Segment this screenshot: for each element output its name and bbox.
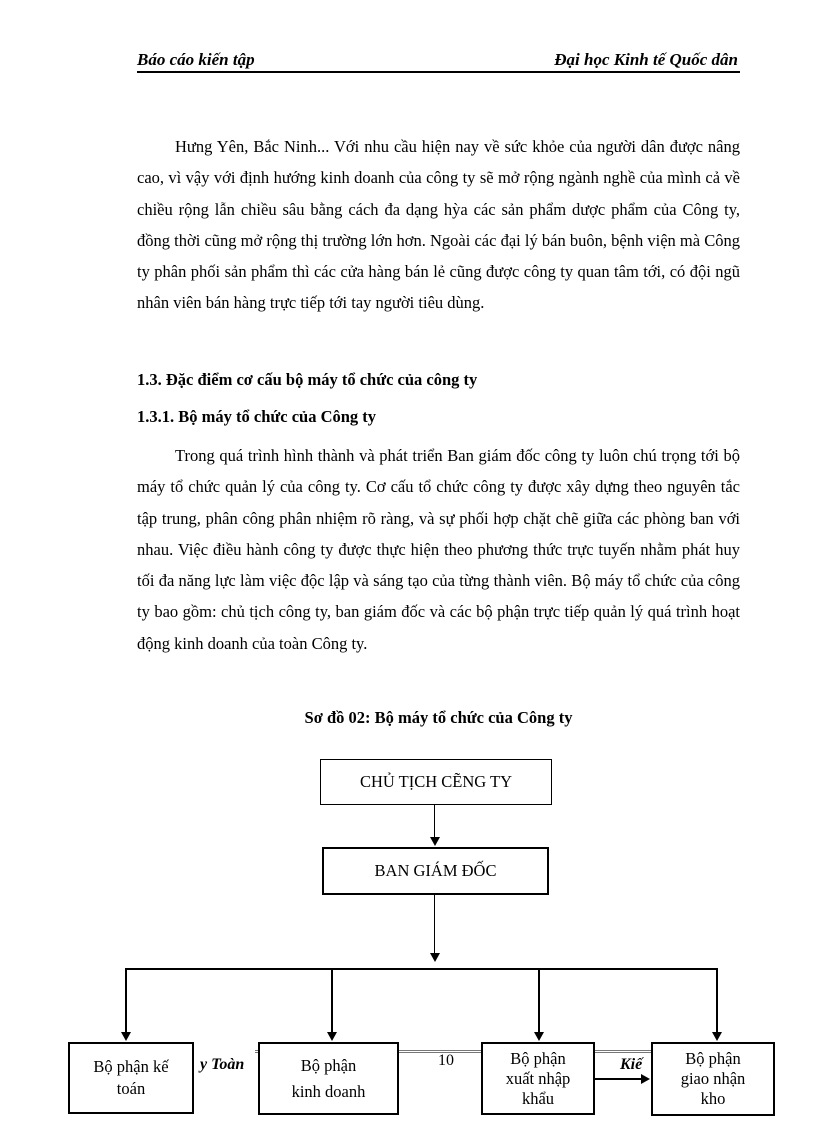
arrow-down-icon [327, 1032, 337, 1041]
subsection-heading: 1.3.1. Bộ máy tổ chức của Công ty [137, 407, 377, 426]
page-number: 10 [438, 1052, 454, 1069]
chairman-box [320, 759, 552, 805]
connector-directors-bus [434, 895, 435, 955]
arrow-down-icon [712, 1032, 722, 1041]
department-label: giao nhận [680, 1069, 746, 1088]
arrow-down-icon [121, 1032, 131, 1041]
department-box-business [258, 1042, 399, 1115]
directors-label: BAN GIÁM ĐỐC [374, 861, 497, 880]
header-university: Đại học Kinh tế Quốc dân [554, 50, 738, 69]
department-label: kho [700, 1089, 726, 1108]
department-label: Bộ phận [300, 1055, 357, 1075]
diagram-caption: Sơ đồ 02: Bộ máy tổ chức của Công ty [304, 708, 573, 727]
department-box-warehouse [651, 1042, 775, 1116]
connector-chairman-directors [434, 805, 435, 839]
department-box-import-export [481, 1042, 595, 1115]
department-label: Bộ phận [685, 1049, 741, 1068]
connector-dept-3 [538, 968, 540, 1032]
arrow-down-icon [534, 1032, 544, 1041]
paragraph-market: Hưng Yên, Bắc Ninh... Với nhu cầu hiện nay về sức khỏe của người dân được nâng cao, vì vậy với định hướng kinh doanh của công ty sẽ mở rộng ngành nghề của mình cả về chiều rộng lẫn chiều sâu bằng cách đa dạng hỳa các sản phẩm dược phẩm của Công ty, đồng thời cũng mở rộng thị trường lớn hơn. Ngoài các đại lý bán buôn, bệnh viện mà Công ty phân phối sản phẩm thì các cửa hàng bán lẻ cũng được công ty quan tâm tới, có đội ngũ nhân viên bán hàng trực tiếp tới tay người tiêu dùng. [137, 137, 740, 313]
arrow-down-icon [430, 837, 440, 846]
directors-box [322, 847, 549, 895]
department-box-accounting [68, 1042, 194, 1114]
horizontal-bus [125, 968, 718, 970]
footer-left-fragment: y Toàn [200, 1056, 245, 1073]
section-heading: 1.3. Đặc điểm cơ cấu bộ máy tổ chức của công ty [137, 370, 478, 389]
arrow-down-icon [430, 953, 440, 962]
connector-dept-2 [331, 968, 333, 1032]
department-label: kinh doanh [291, 1081, 366, 1101]
header-divider [137, 71, 740, 73]
department-label: khẩu [521, 1088, 555, 1108]
header-report-title: Báo cáo kiến tập [137, 50, 255, 69]
connector-import-to-warehouse [595, 1078, 641, 1080]
department-label: Bộ phận kế [93, 1057, 169, 1076]
department-label: xuất nhập [505, 1068, 571, 1088]
connector-dept-4 [716, 968, 718, 1032]
footer-right-fragment: Kiế [620, 1056, 643, 1073]
arrow-right-icon [641, 1074, 650, 1084]
department-label: toán [116, 1079, 146, 1098]
department-label: Bộ phận [510, 1048, 566, 1068]
connector-dept-1 [125, 968, 127, 1032]
chairman-label: CHỦ TỊCH CẼNG TY [359, 772, 513, 791]
paragraph-organization: Trong quá trình hình thành và phát triển Ban giám đốc công ty luôn chú trọng tới bộ máy tổ chức quản lý của công ty. Cơ cấu tổ chức công ty được xây dựng theo nguyên tắc tập trung, phân công phân nhiệm rõ ràng, và sự phối hợp chặt chẽ giữa các phòng ban với nhau. Việc điều hành công ty được thực hiện theo phương thức trực tuyến nhằm phát huy tối đa năng lực làm việc độc lập và sáng tạo của từng thành viên. Bộ máy tổ chức của công ty bao gồm: chủ tịch công ty, ban giám đốc và các bộ phận trực tiếp quản lý quá trình hoạt động kinh doanh của toàn Công ty. [137, 446, 740, 653]
